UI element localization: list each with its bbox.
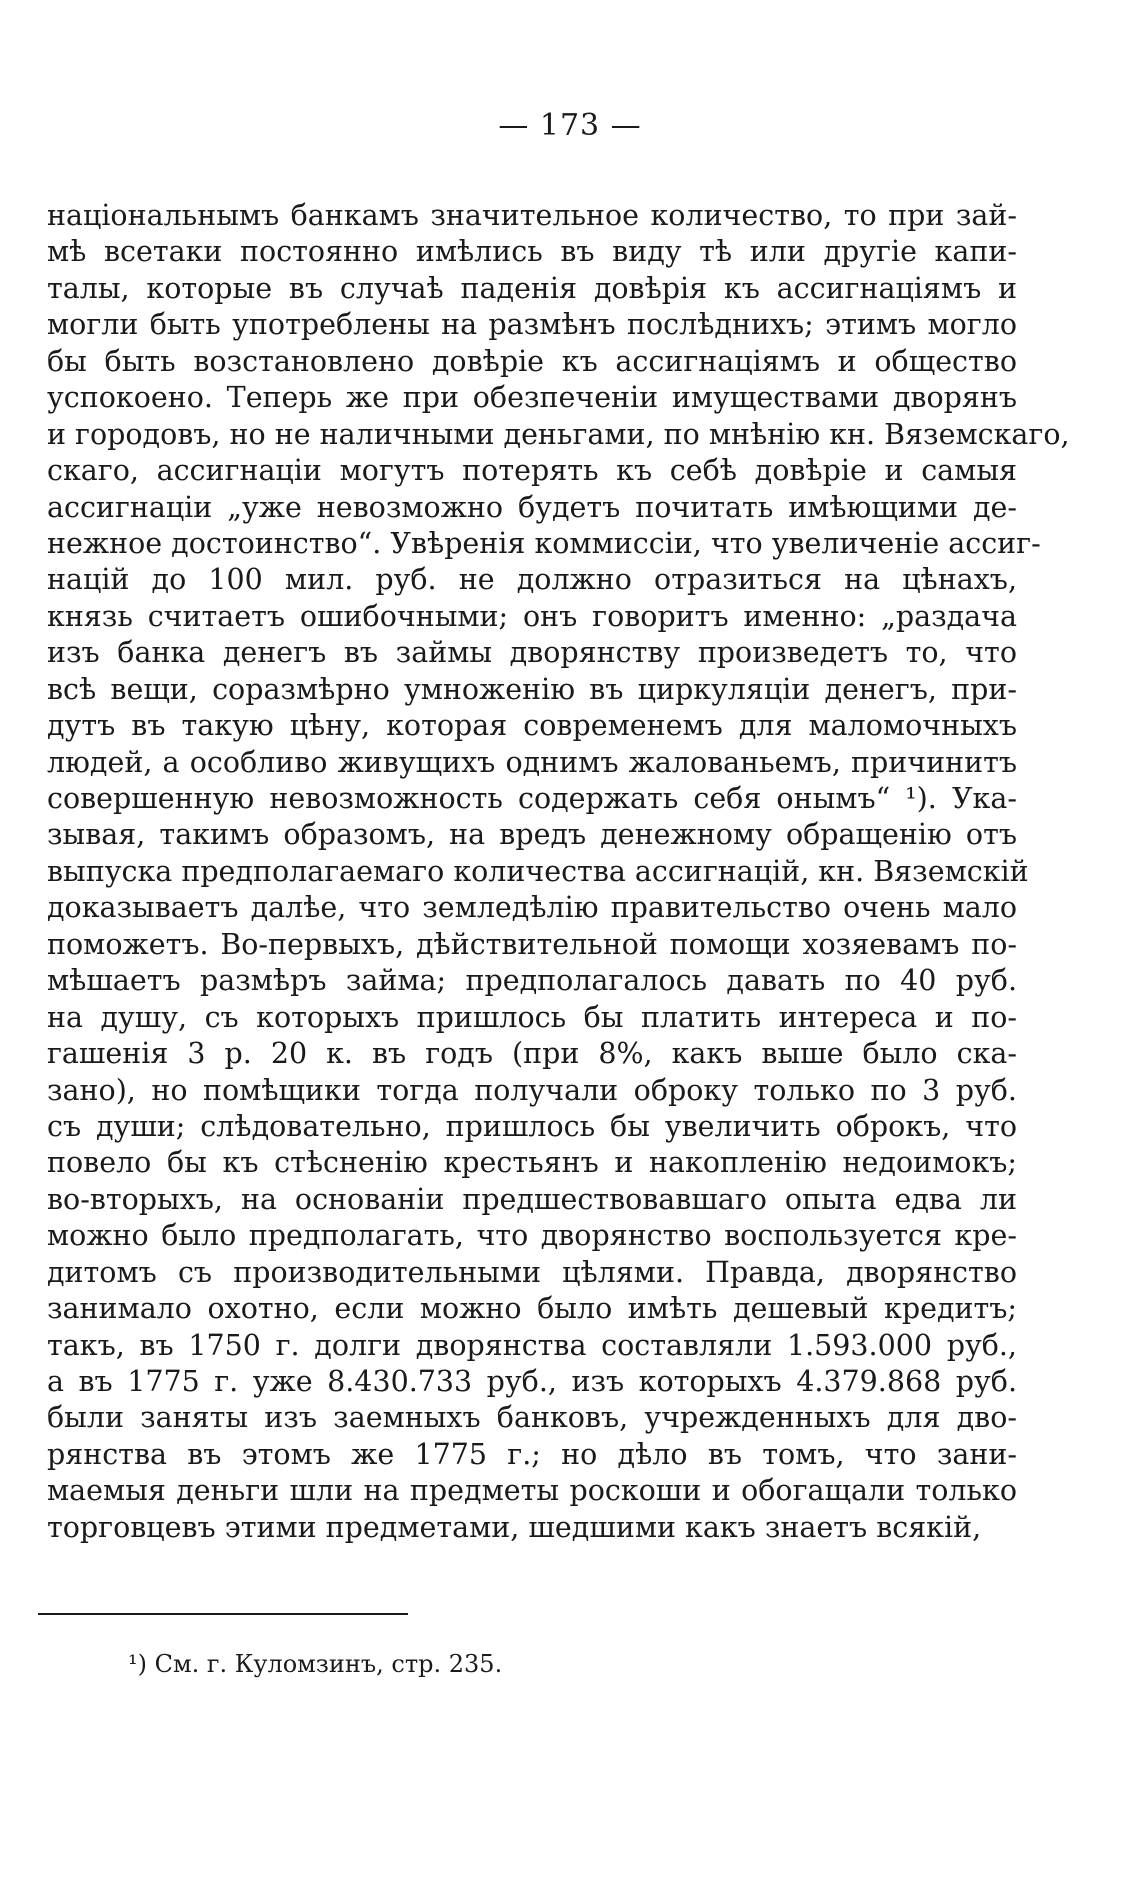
text-line: всѣ вещи, соразмѣрно умноженію въ циркуляціи денегъ, при- xyxy=(47,672,1017,706)
text-line: такъ, въ 1750 г. долги дворянства составляли 1.593.000 руб., xyxy=(47,1328,1017,1362)
footnote-text: См. г. Куломзинъ, стр. 235. xyxy=(154,1650,503,1678)
text-line: гашенія 3 р. 20 к. въ годъ (при 8%, какъ выше было ска- xyxy=(47,1037,1017,1071)
text-line: національнымъ банкамъ значительное количество, то при зай- xyxy=(47,199,1017,232)
text-line: мѣ всетаки постоянно имѣлись въ виду тѣ или другіе капи- xyxy=(47,235,1017,269)
text-line: талы, которые въ случаѣ паденія довѣрія къ ассигнаціямъ и xyxy=(47,271,1017,305)
text-line: мѣшаетъ размѣръ займа; предполагалось давать по 40 руб. xyxy=(47,964,1017,998)
text-line: занимало охотно, если можно было имѣть дешевый кредитъ; xyxy=(47,1292,1017,1326)
text-line: съ души; слѣдовательно, пришлось бы увеличить оброкъ, что xyxy=(47,1109,1017,1143)
text-line: и городовъ, но не наличными деньгами, по мнѣнію кн. Вяземскаго, xyxy=(47,417,1070,451)
text-line: дитомъ съ производительными цѣлями. Правда, дворянство xyxy=(47,1255,1017,1289)
text-line: могли быть употреблены на размѣнъ послѣднихъ; этимъ могло xyxy=(47,308,1017,342)
text-line: изъ банка денегъ въ займы дворянству произведетъ то, что xyxy=(47,636,1017,670)
text-line: ассигнаціи „уже невозможно будетъ почитать имѣющими де- xyxy=(47,490,1017,524)
text-line: бы быть возстановлено довѣріе къ ассигнаціямъ и общество xyxy=(47,344,1017,378)
text-line: торговцевъ этими предметами, шедшими какъ знаетъ всякій, xyxy=(47,1510,982,1544)
text-line: людей, а особливо живущихъ однимъ жалованьемъ, причинитъ xyxy=(47,745,1017,779)
text-line: а въ 1775 г. уже 8.430.733 руб., изъ которыхъ 4.379.868 руб. xyxy=(47,1365,1017,1398)
text-line: повело бы къ стѣсненію крестьянъ и накопленію недоимокъ; xyxy=(47,1146,1017,1180)
text-line: рянства въ этомъ же 1775 г.; но дѣло въ томъ, что зани- xyxy=(47,1437,1017,1471)
text-line: совершенную невозможность содержать себя онымъ“ ¹). Ука- xyxy=(47,782,1017,815)
footnote xyxy=(128,1648,502,1680)
text-line: скаго, ассигнаціи могутъ потерять къ себѣ довѣріе и самыя xyxy=(47,454,1017,488)
text-line: выпуска предполагаемаго количества ассигнацій, кн. Вяземскій xyxy=(47,854,1029,888)
text-line: зано), но помѣщики тогда получали оброку только по 3 руб. xyxy=(47,1073,1017,1107)
text-line: были заняты изъ заемныхъ банковъ, учрежденныхъ для дво- xyxy=(47,1401,1017,1435)
footnote-divider xyxy=(38,1613,408,1615)
text-line: можно было предполагать, что дворянство воспользуется кре- xyxy=(47,1219,1017,1253)
text-line: князь считаетъ ошибочными; онъ говоритъ именно: „раздача xyxy=(47,599,1017,633)
text-line: поможетъ. Во-первыхъ, дѣйствительной помощи хозяевамъ по- xyxy=(47,927,1017,961)
text-line: націй до 100 мил. руб. не должно отразиться на цѣнахъ, xyxy=(47,563,1017,597)
text-line: дутъ въ такую цѣну, которая современемъ для маломочныхъ xyxy=(47,709,1017,743)
text-line: зывая, такимъ образомъ, на вредъ денежному обращенію отъ xyxy=(47,818,1017,852)
text-line: маемыя деньги шли на предметы роскоши и обогащали только xyxy=(47,1474,1017,1508)
body-text xyxy=(47,198,1070,1546)
text-line: на душу, съ которыхъ пришлось бы платить интереса и по- xyxy=(47,1000,1017,1034)
text-line: нежное достоинство“. Увѣренія коммиссіи, что увеличеніе ассиг- xyxy=(47,526,1041,560)
footnote-marker: ¹) xyxy=(128,1650,147,1678)
page-number: — 173 — xyxy=(498,108,642,143)
text-line: во-вторыхъ, на основаніи предшествовавшаго опыта едва ли xyxy=(47,1182,1017,1216)
text-line: доказываетъ далѣе, что земледѣлію правительство очень мало xyxy=(47,891,1017,925)
text-line: успокоено. Теперь же при обезпеченіи имуществами дворянъ xyxy=(47,381,1017,415)
